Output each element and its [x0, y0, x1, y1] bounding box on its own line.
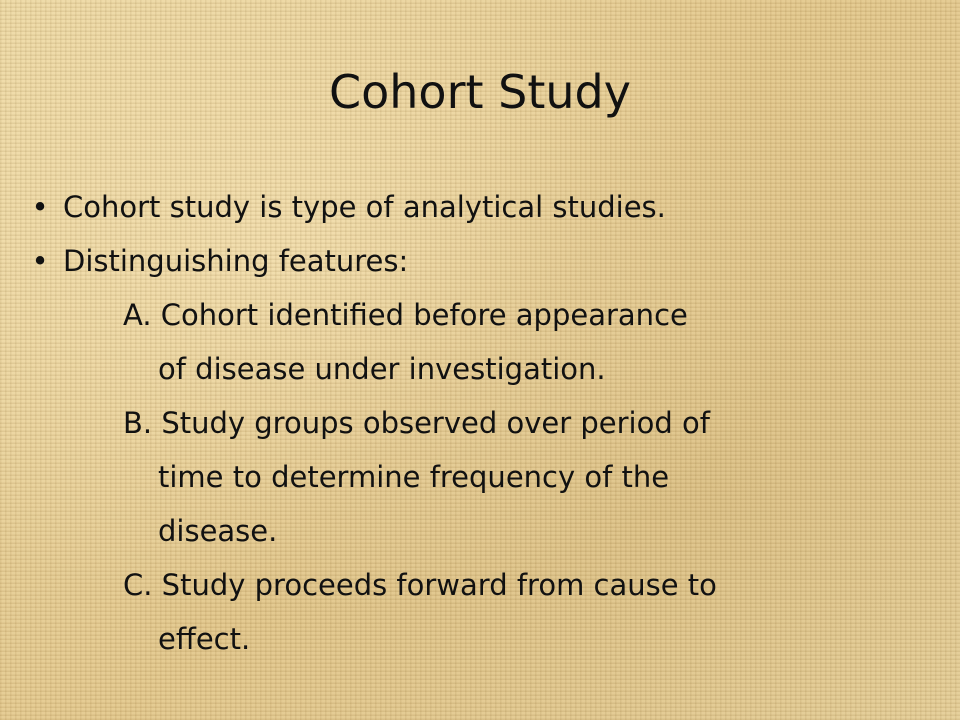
bullet-item: [30, 184, 930, 238]
bullet-icon: •: [31, 244, 49, 278]
slide-body: [30, 184, 930, 670]
bullet-icon: •: [31, 190, 49, 224]
feature-c-continuation: effect.: [158, 622, 251, 656]
feature-b-continuation: disease.: [158, 514, 278, 548]
feature-b-continuation: time to determine frequency of the: [158, 460, 670, 494]
feature-b-line: B. Study groups observed over period of: [123, 406, 710, 440]
feature-a-line: A. Cohort identified before appearance: [123, 298, 688, 332]
bullet-item: [30, 238, 930, 292]
feature-c-line: C. Study proceeds forward from cause to: [123, 568, 717, 602]
bullet-text: Cohort study is type of analytical studies.: [63, 190, 666, 224]
feature-a-continuation: of disease under investigation.: [158, 352, 606, 386]
bullet-text: Distinguishing features:: [63, 244, 409, 278]
slide-title: Cohort Study: [329, 65, 631, 119]
